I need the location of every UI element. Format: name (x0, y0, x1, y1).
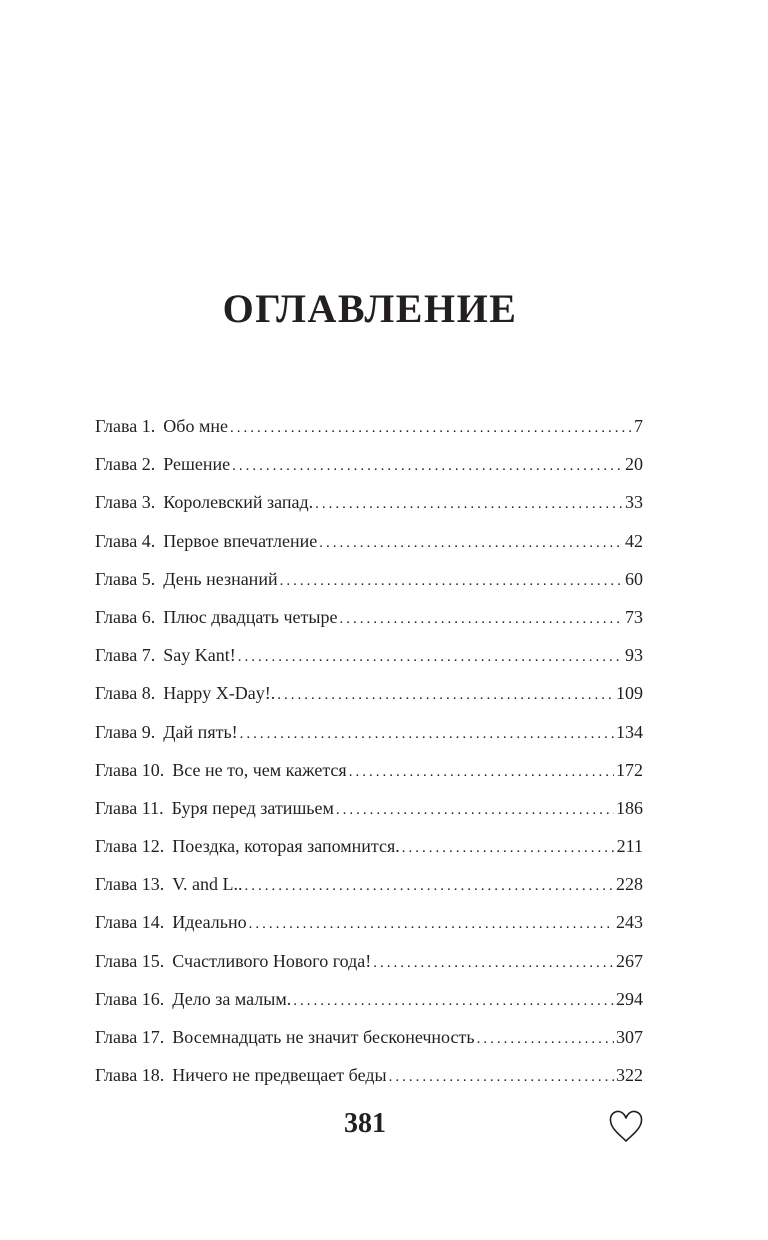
chapter-title: День незнаний (163, 568, 278, 589)
chapter-title: Первое впечатление (163, 530, 318, 551)
toc-entry (95, 483, 643, 521)
heart-outline-icon (607, 1108, 645, 1144)
page-number: 134 (616, 721, 643, 742)
page-title: ОГЛАВЛЕНИЕ (222, 286, 518, 331)
dot-leader (230, 409, 632, 447)
chapter-number: Глава 11. (95, 797, 164, 818)
chapter-title: Дай пять! (163, 721, 238, 742)
page-number: 243 (616, 912, 643, 933)
page-number: 7 (634, 416, 643, 436)
chapter-title: Happy X-Day!. (163, 683, 276, 704)
chapter-title: Дело за малым. (172, 988, 292, 1009)
chapter-number: Глава 6. (95, 606, 156, 627)
toc-entry (95, 751, 643, 789)
folio-page-number: 381 (344, 1108, 386, 1139)
chapter-number: Глава 12. (95, 836, 165, 857)
toc-entry (95, 674, 643, 712)
chapter-title: Королевский запад. (163, 492, 314, 513)
page-number: 60 (625, 568, 643, 589)
page-number: 294 (616, 988, 643, 1009)
chapter-title: Поездка, которая запомнится. (172, 836, 400, 857)
toc-entry (95, 636, 643, 674)
dot-leader (340, 600, 624, 638)
toc-entry (95, 407, 643, 445)
toc-entry (95, 903, 643, 941)
toc-entry (95, 598, 643, 636)
chapter-number: Глава 7. (95, 645, 156, 666)
page-number: 42 (625, 530, 643, 551)
dot-leader (336, 791, 614, 829)
dot-leader (240, 715, 614, 753)
toc-entry (95, 522, 643, 560)
chapter-title: Восемнадцать не значит бесконечность (172, 1027, 475, 1047)
page-number: 307 (616, 1027, 643, 1047)
chapter-title: Плюс двадцать четыре (163, 606, 338, 627)
chapter-number: Глава 10. (95, 759, 165, 780)
dot-leader (319, 524, 623, 562)
page-number: 33 (625, 492, 643, 513)
chapter-number: Глава 9. (95, 721, 156, 742)
page-number: 20 (625, 454, 643, 475)
chapter-title: Идеально (172, 912, 247, 933)
page-number: 322 (616, 1065, 643, 1086)
chapter-number: Глава 18. (95, 1065, 165, 1086)
page-number: 211 (616, 836, 643, 857)
chapter-title: Все не то, чем кажется (172, 759, 347, 780)
page-number: 93 (625, 645, 643, 666)
toc-entry (95, 445, 643, 483)
dot-leader (402, 829, 615, 867)
dot-leader (244, 867, 614, 905)
toc-entry (95, 865, 643, 903)
chapter-title: Обо мне (163, 416, 228, 436)
chapter-title: Счастливого Нового года! (172, 950, 372, 971)
chapter-number: Глава 4. (95, 530, 156, 551)
chapter-number: Глава 16. (95, 988, 165, 1009)
page-number: 109 (616, 683, 643, 704)
chapter-title: Say Kant! (163, 645, 236, 666)
chapter-title: Буря перед затишьем (171, 797, 334, 818)
dot-leader (249, 905, 614, 943)
dot-leader (389, 1058, 614, 1096)
chapter-title: Ничего не предвещает беды (172, 1065, 387, 1086)
chapter-number: Глава 5. (95, 568, 156, 589)
chapter-title: V. and L.. (172, 874, 243, 895)
dot-leader (477, 1020, 614, 1058)
toc-entry (95, 1056, 643, 1094)
table-of-contents (95, 407, 643, 1094)
chapter-number: Глава 17. (95, 1027, 165, 1047)
toc-entry (95, 789, 643, 827)
page-number: 228 (616, 874, 643, 895)
dot-leader (280, 562, 623, 600)
dot-leader (232, 447, 623, 485)
chapter-number: Глава 1. (95, 416, 156, 436)
chapter-number: Глава 2. (95, 454, 156, 475)
chapter-title: Решение (163, 454, 231, 475)
chapter-number: Глава 15. (95, 950, 165, 971)
page-number: 73 (625, 606, 643, 627)
dot-leader (373, 944, 614, 982)
chapter-number: Глава 3. (95, 492, 156, 513)
dot-leader (293, 982, 614, 1020)
toc-entry (95, 942, 643, 980)
chapter-number: Глава 14. (95, 912, 165, 933)
dot-leader (277, 676, 614, 714)
toc-entry (95, 980, 643, 1018)
toc-entry (95, 560, 643, 598)
page-number: 267 (616, 950, 643, 971)
chapter-number: Глава 13. (95, 874, 165, 895)
dot-leader (349, 753, 614, 791)
chapter-number: Глава 8. (95, 683, 156, 704)
page-number: 172 (616, 759, 643, 780)
toc-entry (95, 827, 643, 865)
toc-entry (95, 713, 643, 751)
page-number: 186 (616, 797, 643, 818)
dot-leader (238, 638, 623, 676)
toc-entry (95, 1018, 643, 1056)
dot-leader (315, 485, 623, 523)
